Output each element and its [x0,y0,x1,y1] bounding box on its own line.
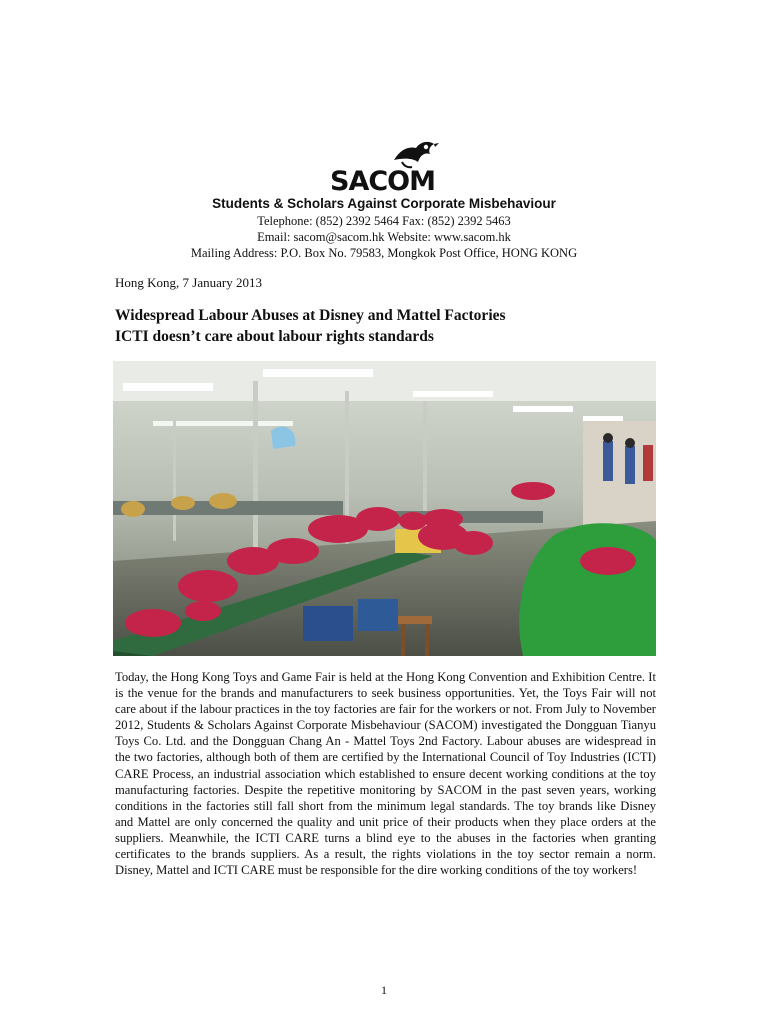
factory-photo [113,361,656,656]
sacom-logo [330,138,440,196]
logo-wordmark: SACOM [330,166,435,197]
article-body: Today, the Hong Kong Toys and Game Fair is held at the Hong Kong Convention and Exhibition Centre. It is the venue for the brands and manufacturers to seek business opportunities. Yet, the Toys Fair will not care about if the labour practices in the toy factories are fair for the workers or not. From July to November 2012, Students & Scholars Against Corporate Misbehaviour (SACOM) investigated the Dongguan Tianyu Toys Co. Ltd. and the Dongguan Chang An - Mattel Toys 2nd Factory. Labour abuses are widespread in the two factories, although both of them are certified by the International Council of Toy Industries (ICTI) CARE Process, an industrial association which established to ensure decent working conditions at the toy manufacturing factories. Despite the repetitive monitoring by SACOM in the past seven years, working conditions in the factories still fall short from the minimum legal standards. The toy brands like Disney and Mattel are only concerned the quality and unit price of their products when they place orders at the suppliers. Meanwhile, the ICTI CARE turns a blind eye to the abuses in the factories when granting certificates to the brands suppliers. As a result, the rights violations in the toy sector remain a norm. Disney, Mattel and ICTI CARE must be responsible for the dire working conditions of the toy workers! [115,670,656,878]
dateline: Hong Kong, 7 January 2013 [115,275,262,290]
mailing-address-line: Mailing Address: P.O. Box No. 79583, Mongkok Post Office, HONG KONG [190,246,578,260]
page-number: 1 [381,983,387,997]
email-website-line: Email: sacom@sacom.hk Website: www.sacom.hk [257,230,511,244]
subheadline: ICTI doesn’t care about labour rights standards [115,328,434,345]
organization-name: Students & Scholars Against Corporate Misbehaviour [212,196,556,211]
headline: Widespread Labour Abuses at Disney and Mattel Factories [115,307,506,324]
telephone-fax-line: Telephone: (852) 2392 5464 Fax: (852) 2392 5463 [257,214,511,228]
